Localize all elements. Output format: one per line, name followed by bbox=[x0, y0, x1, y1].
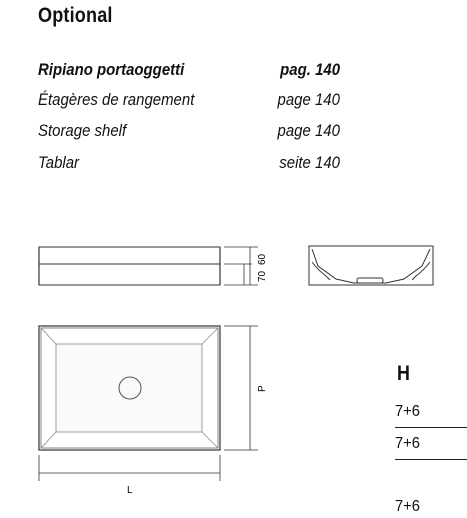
reference-page: page 140 bbox=[277, 90, 340, 109]
reference-name: Storage shelf bbox=[38, 121, 127, 140]
height-dimension bbox=[224, 247, 258, 285]
reference-name: Ripiano portaoggetti bbox=[38, 60, 185, 79]
length-dimension bbox=[39, 455, 220, 481]
reference-page: seite 140 bbox=[279, 153, 340, 172]
front-elevation-view bbox=[39, 247, 220, 285]
reference-name: Tablar bbox=[38, 153, 80, 172]
reference-name: Étagères de rangement bbox=[38, 90, 195, 109]
plan-view bbox=[39, 326, 220, 450]
depth-label: P bbox=[257, 385, 268, 392]
length-label: L bbox=[127, 485, 133, 496]
height-value-row: 7+6 bbox=[395, 403, 467, 428]
section-view bbox=[309, 246, 433, 285]
section-title: Optional bbox=[38, 4, 113, 27]
inner-height-label: 60 bbox=[257, 253, 268, 265]
height-column-header: H bbox=[397, 362, 410, 385]
height-label: 70 bbox=[257, 270, 268, 282]
height-value-row: 7+6 bbox=[395, 435, 467, 460]
reference-page: pag. 140 bbox=[280, 60, 340, 79]
height-value-row: 7+6 bbox=[395, 498, 420, 515]
depth-dimension bbox=[224, 326, 258, 450]
reference-page: page 140 bbox=[277, 121, 340, 140]
